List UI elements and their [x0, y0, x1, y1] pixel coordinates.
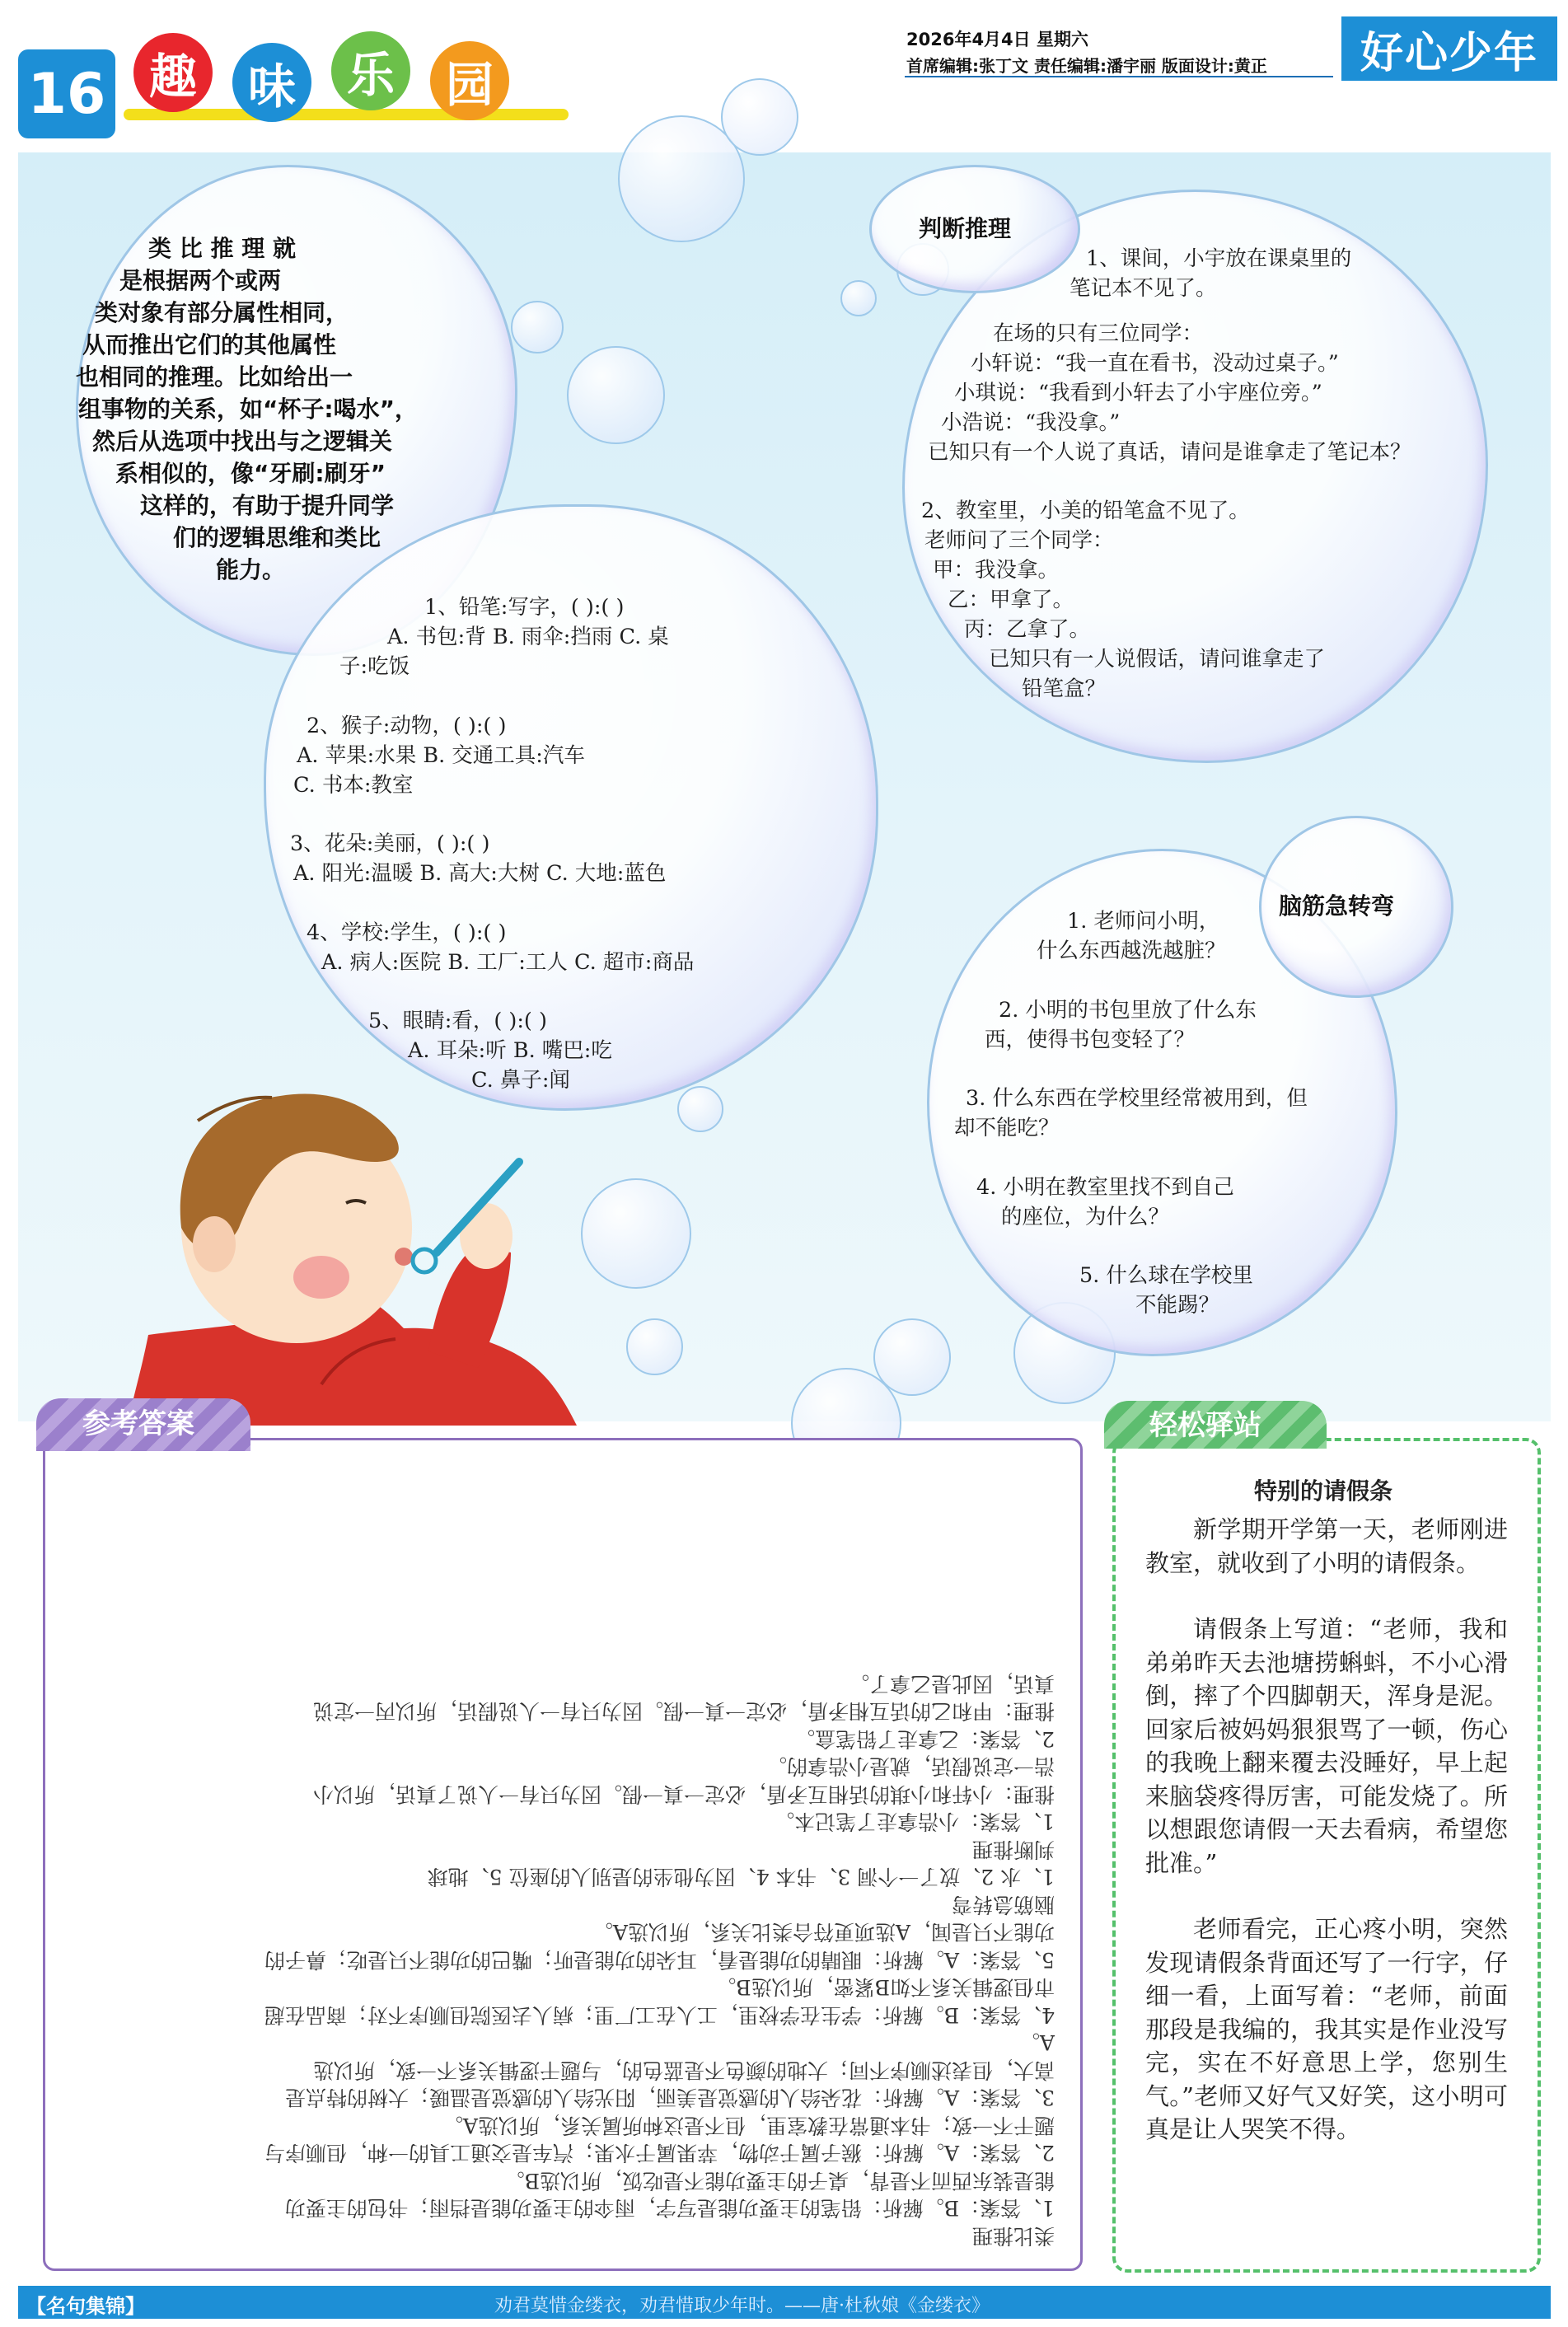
intro-line: 也相同的推理。比如给出一 [76, 363, 353, 391]
judgment-line: 在场的只有三位同学： [993, 321, 1204, 346]
answers-line: 2、答案：乙拿走了铅笔盒。 [794, 1727, 1055, 1751]
brain-line: 2. 小明的书包里放了什么东 [999, 998, 1257, 1023]
answers-line: 题干不一致；书本通常在教室里，但不是这种所属关系，所以选A。 [442, 2114, 1055, 2137]
intro-line: 组事物的关系，如“杯子:喝水”， [78, 396, 419, 423]
story-paragraph: 老师看完，正心疼小明，突然发现请假条背面还写了一行字，仔细一看，上面写着：“老师，前面那段是我编的，我其实是作业没写完，实在不好意思上学，您别生气。”老师又好气又好笑，这小明可真是让人哭笑不得。 [1145, 1915, 1508, 2143]
intro-line: 类对象有部分属性相同， [95, 299, 349, 326]
judgment-line: 小琪说：“我看到小轩去了小宇座位旁。” [954, 381, 1322, 405]
judgment-line: 小轩说：“我一直在看书，没动过桌子。” [971, 351, 1339, 376]
brain-line: 3. 什么东西在学校里经常被用到，但 [966, 1086, 1308, 1111]
decor-bubble [626, 1318, 683, 1375]
judgment-line: 铅笔盒？ [1022, 677, 1107, 701]
answers-line: 真话，因此是乙拿了。 [848, 1672, 1055, 1696]
judgment-heading: 判断推理 [919, 215, 1012, 242]
boy-blowing-bubbles-illustration [49, 1038, 577, 1426]
brain-line: 4. 小明在教室里找不到自己 [976, 1175, 1234, 1200]
judgment-line: 已知只有一人说假话，请问谁拿走了 [989, 647, 1326, 672]
brain-line: 的座位，为什么？ [1001, 1205, 1170, 1229]
answers-line: 1、答案：小浩拿走了笔记本。 [774, 1810, 1055, 1834]
editor-credits: 首席编辑:张丁文 责任编辑:潘宇丽 版面设计:黄正 [906, 56, 1267, 76]
brain-line: 1. 老师问小明， [1067, 909, 1220, 934]
answers-line: 5、答案：A。解析：眼睛的功能是看，耳朵的功能是听；嘴巴的功能不只是吃；鼻子的 [264, 1948, 1055, 1972]
title-char-1: 趣 [133, 33, 213, 112]
title-char-2: 味 [232, 43, 311, 122]
decor-bubble [511, 301, 564, 353]
judgment-line: 已知只有一个人说了真话，请问是谁拿走了笔记本？ [928, 440, 1411, 465]
answers-line: 推理：小轩和小琪的话相互矛盾，必定一真一假。因为只有一人说了真话，所以小 [312, 1782, 1055, 1806]
story-label: 轻松驿站 [1149, 1409, 1261, 1442]
analogy-line: A. 苹果:水果 B. 交通工具:汽车 [297, 743, 585, 768]
answers-line: 浩一定说假话，就是小浩拿的。 [765, 1754, 1055, 1779]
answers-line: 判断推理 [971, 1838, 1055, 1861]
footer-quote: 劝君莫惜金缕衣，劝君惜取少年时。——唐·杜秋娘《金缕衣》 [494, 2296, 990, 2316]
intro-line: 是根据两个或两 [119, 267, 282, 294]
intro-line: 类 比 推 理 就 [148, 235, 296, 262]
analogy-line: C. 鼻子:闻 [471, 1068, 570, 1093]
decor-bubble [873, 1318, 951, 1396]
footer-tag: 【名句集锦】 [26, 2295, 145, 2318]
intro-line: 从而推出它们的其他属性 [82, 331, 337, 358]
intro-line: 能力。 [216, 556, 286, 583]
analogy-line: 3、花朵:美丽，( ):( ) [290, 831, 490, 856]
answers-line: 脑筋急转弯 [951, 1893, 1055, 1917]
title-char-4: 园 [430, 41, 509, 120]
analogy-line: 2、猴子:动物，( ):( ) [307, 714, 507, 738]
decor-bubble [721, 78, 798, 156]
intro-line: 然后从选项中找出与之逻辑关 [92, 428, 393, 455]
answers-line: 类比推理 [971, 2224, 1055, 2248]
brain-line: 不能踢？ [1135, 1293, 1220, 1318]
brain-line: 西，使得书包变轻了？ [985, 1028, 1196, 1052]
analogy-line: 子:吃饭 [339, 654, 410, 679]
brain-line: 5. 什么球在学校里 [1079, 1263, 1253, 1288]
title-char-3: 乐 [331, 31, 410, 110]
answers-line: 3、答案：A。解析：花朵给人的感觉是美丽，阳光给人的感觉是温暖；大树的特点是 [285, 2086, 1055, 2110]
answers-line: 高大，但表述顺序不同；大地的颜色不是蓝色的，与题干逻辑关系不一致，所以选 [312, 2058, 1055, 2082]
judgment-line: 甲：我没拿。 [933, 558, 1060, 583]
intro-line: 这样的，有助于提升同学 [140, 492, 395, 519]
answers-line: 推理：甲和乙的话互相矛盾，必定一真一假。因为只有一人说假话，所以丙一定说 [312, 1699, 1055, 1724]
brand-logo: 好心少年 [1341, 16, 1557, 81]
judgment-line: 小浩说：“我没拿。” [941, 410, 1121, 435]
answers-line: 1、水 2、放了一个洞 3、书本 4、因为他坐的是别人的座位 5、地球 [427, 1865, 1055, 1889]
title-underline [124, 109, 569, 120]
answers-line: 功能不只是闻，A选项更符合类比关系，所以选A。 [592, 1920, 1055, 1945]
story-title: 特别的请假条 [1253, 1477, 1392, 1505]
analogy-line: 4、学校:学生，( ):( ) [307, 920, 507, 945]
judgment-line: 老师问了三个同学： [924, 528, 1114, 553]
decor-bubble [581, 1178, 691, 1289]
judgment-line: 乙：甲拿了。 [948, 588, 1074, 612]
brain-line: 什么东西越洗越脏？ [1037, 939, 1226, 963]
story-body [1145, 1513, 1508, 2180]
judgment-line: 1、课间，小宇放在课桌里的 [1086, 246, 1352, 271]
decor-bubble [567, 346, 665, 444]
story-paragraph: 新学期开学第一天，老师刚进教室，就收到了小明的请假条。 [1145, 1515, 1508, 1577]
brain-line: 却不能吃？ [954, 1116, 1060, 1140]
analogy-line: A. 书包:背 B. 雨伞:挡雨 C. 桌 [387, 625, 669, 649]
answers-line: 1、答案：B。解析：铅笔的主要功能是写字，雨伞的主要功能是挡雨；书包的主要功 [284, 2196, 1055, 2221]
answers-line: 能是装东西而不是背，桌子的主要功能不是吃饭，所以选B。 [503, 2169, 1055, 2193]
analogy-line: C. 书本:教室 [293, 773, 414, 798]
answers-text [66, 1458, 1055, 2250]
decor-bubble [677, 1086, 723, 1132]
judgment-line: 丙：乙拿了。 [964, 617, 1091, 642]
brain-heading: 脑筋急转弯 [1279, 892, 1395, 920]
judgment-line: 2、教室里，小美的铅笔盒不见了。 [921, 499, 1250, 523]
story-paragraph: 请假条上写道：“老师，我和弟弟昨天去池塘捞蝌蚪，不小心滑倒，摔了个四脚朝天，浑身是泥。回家后被妈妈狠狠骂了一顿，伤心的我晚上翻来覆去没睡好，早上起来脑袋疼得厉害，可能发烧了。所以想跟您请假一天去看病，希望您批准。” [1145, 1615, 1508, 1877]
issue-date: 2026年4月4日 星期六 [906, 30, 1088, 49]
intro-line: 系相似的，像“牙刷:刷牙” [115, 460, 386, 487]
answers-line: 4、答案：B。解析：学生在学校里，工人在工厂里；病人去医院但顺序不对；商品在超 [264, 2003, 1055, 2027]
intro-line: 们的逻辑思维和类比 [173, 524, 381, 551]
answers-label: 参考答案 [82, 1407, 194, 1440]
analogy-line: A. 阳光:温暖 B. 高大:大树 C. 大地:蓝色 [293, 861, 667, 886]
decor-bubble [840, 280, 877, 316]
judgment-line: 笔记本不见了。 [1070, 276, 1217, 301]
page-number: 16 [18, 49, 115, 138]
analogy-line: A. 病人:医院 B. 工厂:工人 C. 超市:商品 [321, 950, 695, 975]
answers-line: 2、答案：A。解析：猴子属于动物，苹果属于水果；汽车是交通工具的一种，但顺序与 [264, 2141, 1055, 2165]
analogy-line: A. 耳朵:听 B. 嘴巴:吃 [408, 1038, 612, 1063]
analogy-line: 1、铅笔:写字，( ):( ) [424, 595, 625, 620]
answers-line: 市但逻辑关系不如B紧密，所以选B。 [715, 1975, 1055, 2000]
answers-line: A。 [1018, 2030, 1055, 2055]
analogy-line: 5、眼睛:看，( ):( ) [368, 1009, 547, 1033]
